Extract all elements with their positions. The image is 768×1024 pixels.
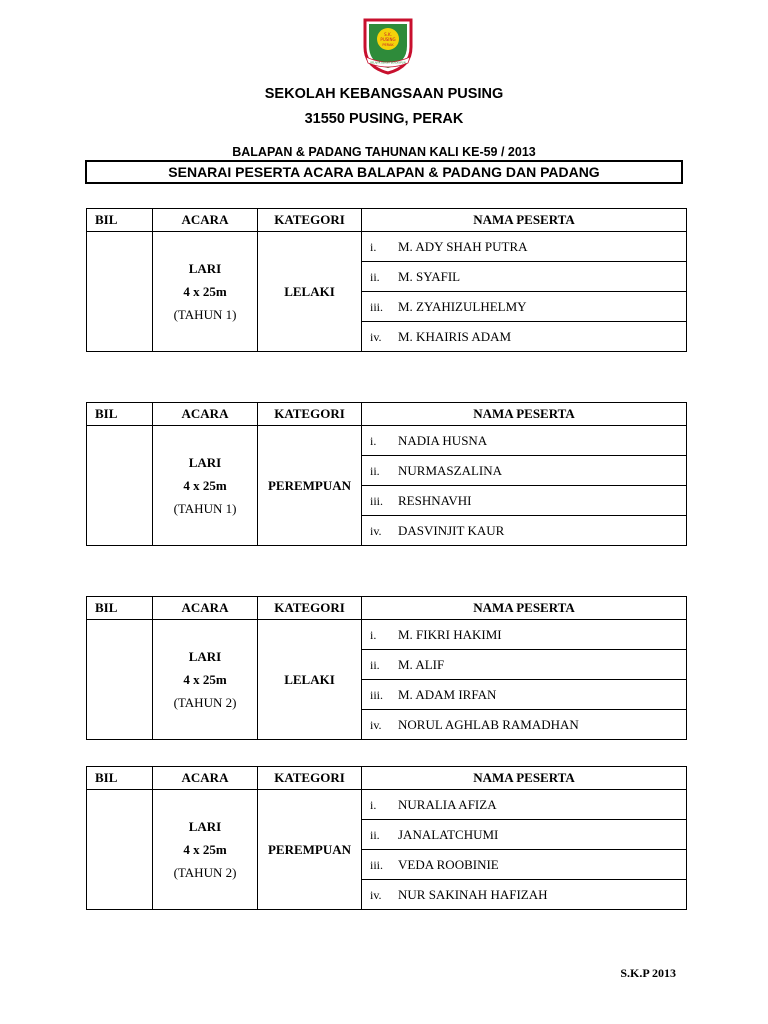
- peserta-cell: [362, 292, 687, 322]
- acara-cell: [153, 790, 258, 910]
- acara-cell: [153, 426, 258, 546]
- participant-table: [86, 402, 687, 546]
- col-acara: ACARA: [153, 767, 258, 790]
- svg-text:BELAJAR BERSIH BERDISIPLIN: BELAJAR BERSIH BERDISIPLIN: [370, 61, 406, 65]
- kategori-cell: PEREMPUAN: [258, 426, 362, 546]
- bil-cell: [87, 620, 153, 740]
- acara-event: LARI: [188, 649, 222, 664]
- peserta-cell: [362, 322, 687, 352]
- bil-cell: [87, 790, 153, 910]
- peserta-number: ii.: [370, 657, 380, 672]
- col-acara: ACARA: [153, 403, 258, 426]
- col-bil: BIL: [87, 597, 153, 620]
- peserta-number: iii.: [370, 687, 384, 702]
- school-crest-logo: [362, 17, 414, 75]
- peserta-number: i.: [370, 797, 377, 812]
- peserta-name: NUR SAKINAH HAFIZAH: [398, 886, 548, 902]
- kategori-cell: PEREMPUAN: [258, 790, 362, 910]
- school-name: SEKOLAH KEBANGSAAN PUSING: [264, 86, 504, 102]
- peserta-name: NURMASZALINA: [398, 462, 502, 478]
- peserta-name: NURALIA AFIZA: [398, 796, 497, 812]
- col-kategori: KATEGORI: [258, 403, 362, 426]
- peserta-name: NADIA HUSNA: [398, 432, 488, 448]
- school-address: 31550 PUSING, PERAK: [304, 111, 464, 127]
- list-title: SENARAI PESERTA ACARA BALAPAN & PADANG DAN PADANG: [85, 160, 683, 184]
- svg-text:PERAK: PERAK: [382, 43, 394, 47]
- acara-distance: 4 x 25m: [183, 842, 227, 857]
- peserta-name: JANALATCHUMI: [398, 826, 499, 842]
- table-row: [87, 426, 687, 456]
- peserta-name: RESHNAVHI: [398, 492, 472, 508]
- acara-year: (TAHUN 1): [173, 501, 237, 516]
- peserta-cell: [362, 620, 687, 650]
- acara-year: (TAHUN 2): [173, 865, 237, 880]
- peserta-cell: [362, 232, 687, 262]
- col-bil: BIL: [87, 403, 153, 426]
- peserta-number: iii.: [370, 857, 384, 872]
- participant-table: [86, 596, 687, 740]
- participant-table: [86, 766, 687, 910]
- acara-cell: [153, 620, 258, 740]
- peserta-number: i.: [370, 627, 377, 642]
- peserta-number: ii.: [370, 269, 380, 284]
- acara-event: LARI: [188, 819, 222, 834]
- table-row: [87, 232, 687, 262]
- footer-code: S.K.P 2013: [620, 966, 676, 980]
- peserta-name: DASVINJIT KAUR: [398, 522, 505, 538]
- peserta-cell: [362, 262, 687, 292]
- peserta-number: i.: [370, 433, 377, 448]
- acara-year: (TAHUN 2): [173, 695, 237, 710]
- col-nama: NAMA PESERTA: [362, 209, 687, 232]
- table-header-row: [87, 403, 687, 426]
- peserta-number: iv.: [370, 717, 382, 732]
- peserta-cell: [362, 680, 687, 710]
- acara-distance: 4 x 25m: [183, 284, 227, 299]
- event-title: BALAPAN & PADANG TAHUNAN KALI KE-59 / 2013: [232, 145, 536, 159]
- peserta-name: NORUL AGHLAB RAMADHAN: [398, 716, 579, 732]
- kategori-cell: LELAKI: [258, 620, 362, 740]
- acara-event: LARI: [188, 455, 222, 470]
- peserta-cell: [362, 426, 687, 456]
- peserta-cell: [362, 456, 687, 486]
- peserta-name: M. ADAM IRFAN: [398, 686, 497, 702]
- col-bil: BIL: [87, 767, 153, 790]
- col-nama: NAMA PESERTA: [362, 767, 687, 790]
- col-acara: ACARA: [153, 597, 258, 620]
- acara-event: LARI: [188, 261, 222, 276]
- table-row: [87, 620, 687, 650]
- col-kategori: KATEGORI: [258, 209, 362, 232]
- peserta-cell: [362, 850, 687, 880]
- participant-table: [86, 208, 687, 352]
- peserta-number: iii.: [370, 493, 384, 508]
- peserta-number: iv.: [370, 329, 382, 344]
- table-row: [87, 790, 687, 820]
- col-bil: BIL: [87, 209, 153, 232]
- acara-distance: 4 x 25m: [183, 672, 227, 687]
- peserta-name: M. ADY SHAH PUTRA: [398, 238, 528, 254]
- col-nama: NAMA PESERTA: [362, 403, 687, 426]
- acara-cell: [153, 232, 258, 352]
- peserta-name: M. ALIF: [398, 656, 445, 672]
- table-header-row: [87, 597, 687, 620]
- col-acara: ACARA: [153, 209, 258, 232]
- peserta-cell: [362, 486, 687, 516]
- peserta-name: M. ZYAHIZULHELMY: [398, 298, 527, 314]
- bil-cell: [87, 232, 153, 352]
- peserta-number: iv.: [370, 887, 382, 902]
- table-header-row: [87, 209, 687, 232]
- peserta-cell: [362, 516, 687, 546]
- table-header-row: [87, 767, 687, 790]
- peserta-name: VEDA ROOBINIE: [398, 856, 499, 872]
- peserta-number: ii.: [370, 463, 380, 478]
- peserta-number: i.: [370, 239, 377, 254]
- svg-text:S.K.: S.K.: [384, 32, 392, 37]
- col-kategori: KATEGORI: [258, 597, 362, 620]
- peserta-number: iv.: [370, 523, 382, 538]
- peserta-name: M. FIKRI HAKIMI: [398, 626, 502, 642]
- acara-distance: 4 x 25m: [183, 478, 227, 493]
- peserta-cell: [362, 880, 687, 910]
- acara-year: (TAHUN 1): [173, 307, 237, 322]
- peserta-cell: [362, 710, 687, 740]
- peserta-number: iii.: [370, 299, 384, 314]
- peserta-name: M. SYAFIL: [398, 268, 461, 284]
- peserta-number: ii.: [370, 827, 380, 842]
- col-kategori: KATEGORI: [258, 767, 362, 790]
- peserta-name: M. KHAIRIS ADAM: [398, 328, 512, 344]
- col-nama: NAMA PESERTA: [362, 597, 687, 620]
- peserta-cell: [362, 820, 687, 850]
- peserta-cell: [362, 650, 687, 680]
- bil-cell: [87, 426, 153, 546]
- peserta-cell: [362, 790, 687, 820]
- svg-text:PUSING: PUSING: [380, 37, 396, 42]
- kategori-cell: LELAKI: [258, 232, 362, 352]
